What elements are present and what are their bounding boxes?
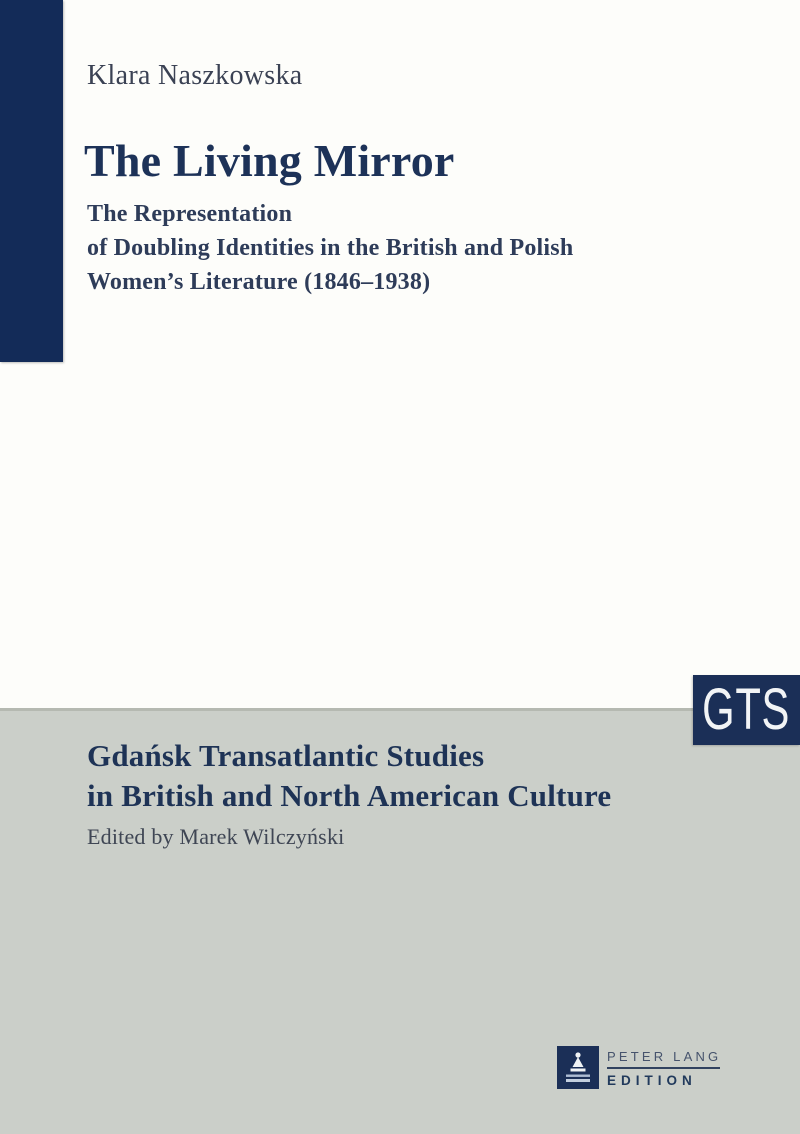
publisher-text-block [607,1046,721,1088]
author-name: Klara Naszkowska [87,60,303,91]
peter-lang-emblem-icon [557,1046,599,1089]
subtitle-line-2: of Doubling Identities in the British and Polish [87,235,574,261]
book-title: The Living Mirror [84,135,455,186]
subtitle-line-3: Women’s Literature (1846–1938) [87,269,431,295]
book-subtitle [87,197,573,299]
series-logo-gts [693,675,800,745]
publisher-logo [557,1046,721,1089]
publisher-edition-label: EDITION [607,1073,697,1088]
subtitle-line-1: The Representation [87,201,293,227]
publisher-name: PETER LANG [607,1049,722,1064]
series-title [87,736,611,816]
series-title-line-2: in British and North American Culture [87,778,612,813]
spine-accent-bar [0,0,63,362]
series-logo-text: GTS [702,677,791,742]
series-title-line-1: Gdańsk Transatlantic Studies [87,738,485,773]
series-editor: Edited by Marek Wilczyński [87,824,345,849]
publisher-divider [607,1067,720,1069]
